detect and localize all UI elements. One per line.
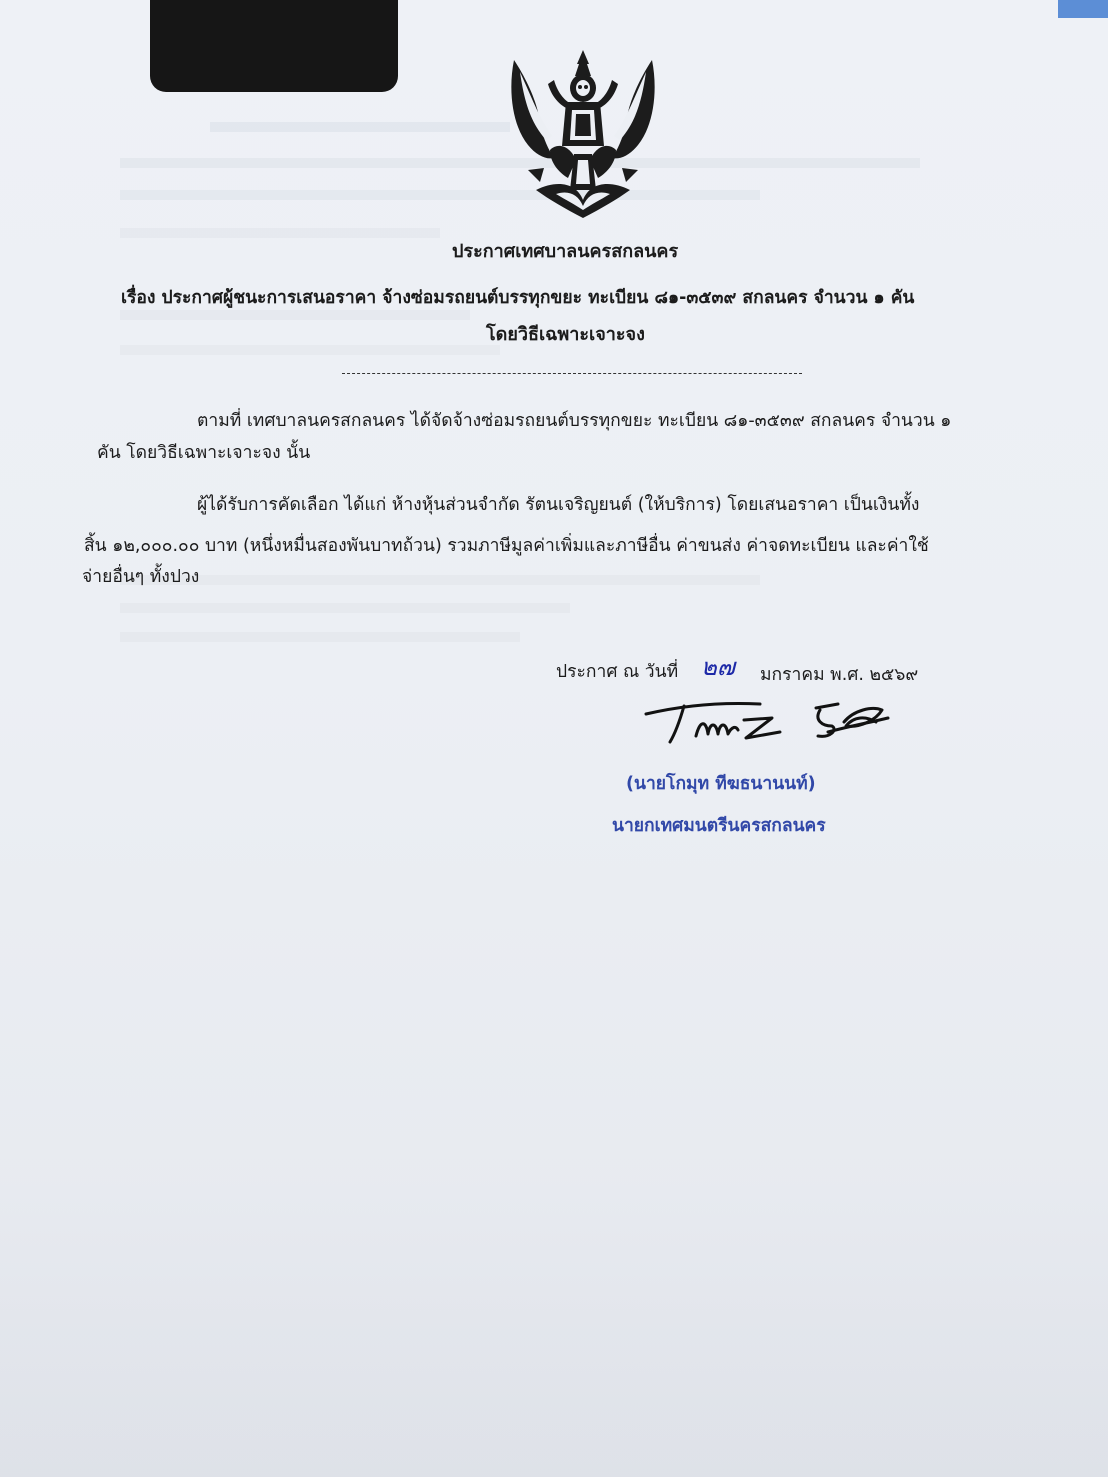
paragraph1-line1: ตามที่ เทศบาลนครสกลนคร ได้จัดจ้างซ่อมรถยนต์บรรทุกขยะ ทะเบียน ๘๑-๓๕๓๙ สกลนคร จำนวน ๑ (197, 411, 952, 431)
handwritten-signature (640, 692, 890, 752)
background-blue-object (1058, 0, 1108, 18)
bleed-through-line (210, 122, 510, 132)
signer-name: (นายโกมุท ทีฆธนานนท์) (626, 774, 816, 794)
bleed-through-line (120, 228, 440, 238)
bleed-through-line (120, 575, 760, 585)
paper-shadow (0, 1177, 1108, 1477)
bleed-through-line (120, 310, 470, 320)
bleed-through-line (120, 190, 760, 200)
garuda-emblem-icon (506, 50, 660, 220)
paragraph2-line1: ผู้ได้รับการคัดเลือก ได้แก่ ห้างหุ้นส่วนจำกัด รัตนเจริญยนต์ (ให้บริการ) โดยเสนอราคา เป็นเงินทั้ง (197, 495, 920, 515)
bleed-through-line (120, 603, 570, 613)
bleed-through-line (120, 345, 500, 355)
paragraph2-line3: จ่ายอื่นๆ ทั้งปวง (82, 567, 200, 587)
bleed-through-line (120, 632, 520, 642)
divider-line (342, 373, 802, 374)
paragraph2-line2: สิ้น ๑๒,๐๐๐.๐๐ บาท (หนึ่งหมื่นสองพันบาทถ้วน) รวมภาษีมูลค่าเพิ่มและภาษีอื่น ค่าขนส่ง ค่าจดทะเบียน และค่าใช้ (84, 536, 929, 556)
paragraph1-line2: คัน โดยวิธีเฉพาะเจาะจง นั้น (97, 443, 311, 463)
date-day-handwritten: ๒๗ (701, 653, 735, 681)
binder-clip-icon (150, 0, 398, 92)
document-subject: เรื่อง ประกาศผู้ชนะการเสนอราคา จ้างซ่อมรถยนต์บรรทุกขยะ ทะเบียน ๘๑-๓๕๓๙ สกลนคร จำนวน ๑ คัน (121, 288, 915, 308)
date-prefix: ประกาศ ณ วันที่ (556, 662, 679, 682)
document-method: โดยวิธีเฉพาะเจาะจง (486, 324, 645, 345)
signer-title: นายกเทศมนตรีนครสกลนคร (612, 816, 826, 836)
date-suffix: มกราคม พ.ศ. ๒๕๖๙ (760, 665, 919, 685)
document-title: ประกาศเทศบาลนครสกลนคร (452, 241, 679, 262)
